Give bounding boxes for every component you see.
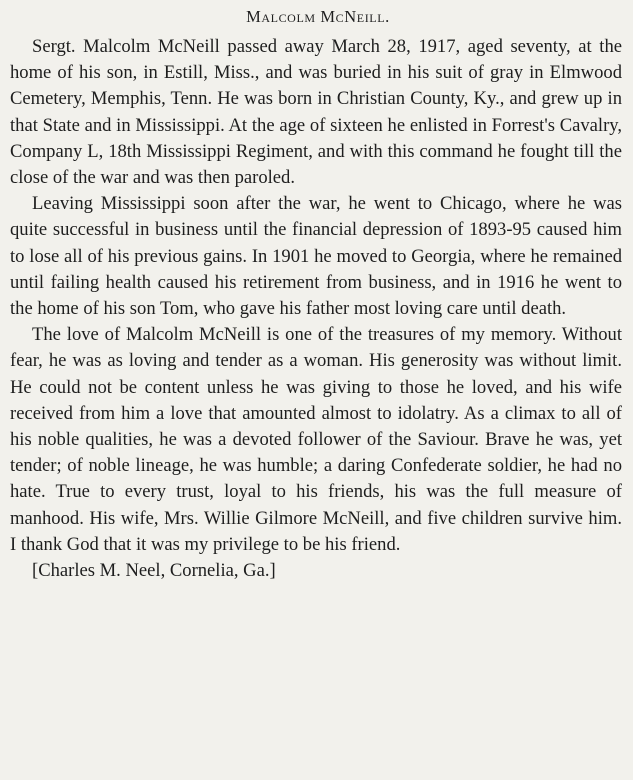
paragraph-business-career: Leaving Mississippi soon after the war, he went to Chicago, where he was quite successful in business until the financial depression of 1893-95 caused him to lose all of his previous gains. In 1901 he moved to Georgia, where he remained until failing health caused his retirement from business, and in 1916 he went to the home of his son Tom, who gave his father most loving care until death. [10, 193, 622, 320]
obituary-title: Malcolm McNeill. [246, 7, 390, 26]
paragraph-military-service: Sergt. Malcolm McNeill passed away March 28, 1917, aged seventy, at the home of his son, in Estill, Miss., and was buried in his suit of gray in Elmwood Cemetery, Memphis, Tenn. He was born in Christian County, Ky., and grew up in that State and in Mississippi. At the age of sixteen he enlisted in Forrest's Cavalry, Company L, 18th Mississippi Regiment, and with this command he fought till the close of the war and was then paroled. [10, 36, 622, 189]
author-signature: [Charles M. Neel, Cornelia, Ga.] [32, 560, 276, 582]
paragraph-tribute: The love of Malcolm McNeill is one of the treasures of my memory. Without fear, he was as loving and tender as a woman. His generosity was without limit. He could not be content unless he was giving to those he loved, and his wife received from him a love that amounted almost to idolatry. As a climax to all of his noble qualities, he was a devoted follower of the Saviour. Brave he was, yet tender; of noble lineage, he was humble; a daring Confederate soldier, he had no hate. True to every trust, loyal to his friends, his was the full measure of manhood. His wife, Mrs. Willie Gilmore McNeill, and five children survive him. I thank God that it was my privilege to be his friend. [10, 324, 622, 555]
